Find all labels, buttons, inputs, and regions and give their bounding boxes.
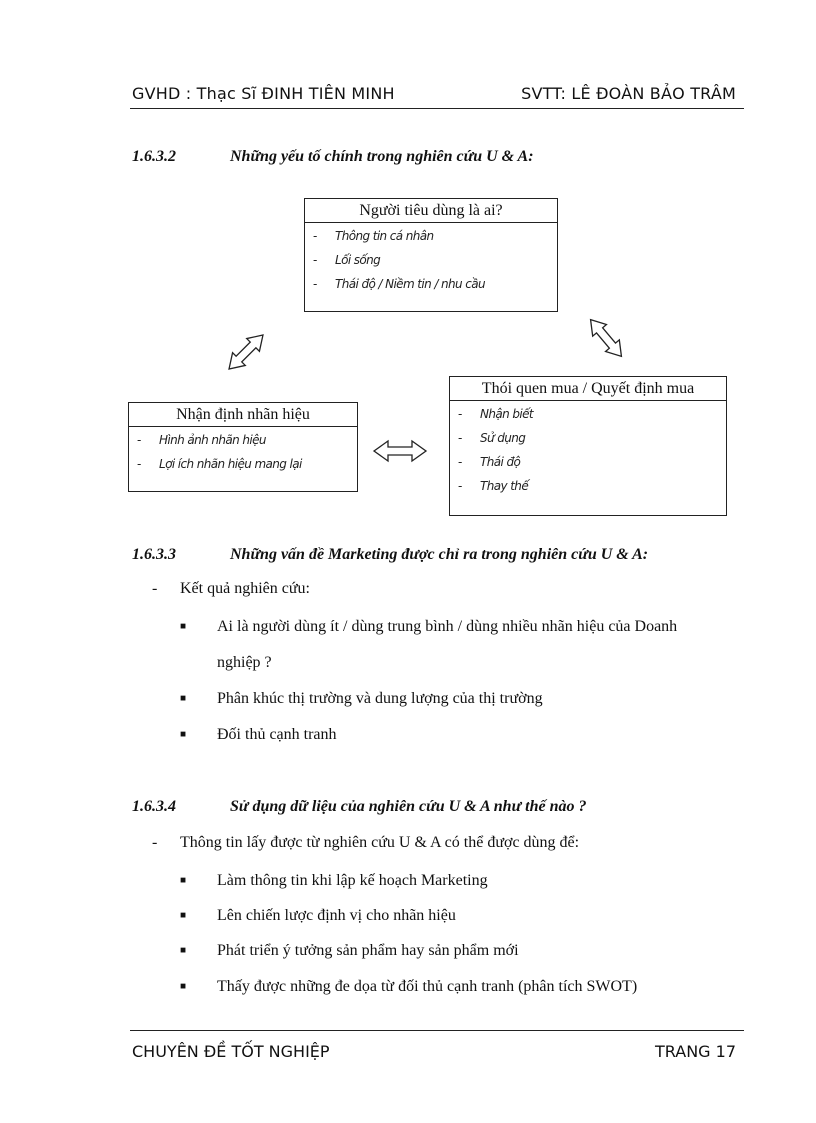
list-item: - Thay thế <box>458 479 529 493</box>
bullet-continuation: nghiệp ? <box>217 654 272 671</box>
bullet-item: ■ Làm thông tin khi lập kế hoạch Marketing <box>180 872 488 889</box>
list-item: - Thái độ <box>458 455 521 469</box>
bullet-item: ■ Phân khúc thị trường và dung lượng của thị trường <box>180 690 543 707</box>
box-brand-title: Nhận định nhãn hiệu <box>129 403 357 427</box>
double-arrow-icon <box>584 314 629 362</box>
footer-page-number: TRANG 17 <box>655 1042 736 1061</box>
section-title: Những vấn đề Marketing được chỉ ra trong nghiên cứu U & A: <box>230 546 649 563</box>
list-item: - Hình ảnh nhãn hiệu <box>137 433 266 447</box>
list-item: - Thông tin cá nhân <box>313 229 434 243</box>
box-consumer-title: Người tiêu dùng là ai? <box>305 199 557 223</box>
list-item: - Lợi ích nhãn hiệu mang lại <box>137 457 302 471</box>
section-title: Những yếu tố chính trong nghiên cứu U & A: <box>230 148 534 165</box>
bullet-item: ■ Phát triển ý tưởng sản phẩm hay sản phẩm mới <box>180 942 519 959</box>
section-number: 1.6.3.3 <box>132 546 176 563</box>
dash-item: - Kết quả nghiên cứu: <box>152 580 310 597</box>
list-item: - Sử dụng <box>458 431 526 445</box>
section-number: 1.6.3.2 <box>132 148 176 165</box>
list-item: - Thái độ / Niềm tin / nhu cầu <box>313 277 485 291</box>
bullet-item: ■ Đối thủ cạnh tranh <box>180 726 337 743</box>
footer-left: CHUYÊN ĐỀ TỐT NGHIỆP <box>132 1042 330 1061</box>
bullet-item: ■ Thấy được những đe dọa từ đối thủ cạnh tranh (phân tích SWOT) <box>180 978 638 995</box>
box-purchase-title: Thói quen mua / Quyết định mua <box>450 377 726 401</box>
section-title: Sử dụng dữ liệu của nghiên cứu U & A như thế nào ? <box>230 798 587 815</box>
double-arrow-icon <box>223 329 270 376</box>
double-arrow-icon <box>374 441 426 461</box>
section-number: 1.6.3.4 <box>132 798 176 815</box>
list-item: - Nhận biết <box>458 407 533 421</box>
bullet-item: ■ Lên chiến lược định vị cho nhãn hiệu <box>180 907 456 924</box>
header-right: SVTT: LÊ ĐOÀN BẢO TRÂM <box>521 84 736 103</box>
dash-item: - Thông tin lấy được từ nghiên cứu U & A có thể được dùng để: <box>152 834 580 851</box>
header-left: GVHD : Thạc Sĩ ĐINH TIÊN MINH <box>132 84 395 103</box>
list-item: - Lối sống <box>313 253 381 267</box>
footer-rule <box>130 1030 744 1031</box>
section-1634-heading <box>132 798 587 816</box>
bullet-item: ■ Ai là người dùng ít / dùng trung bình / dùng nhiều nhãn hiệu của Doanh <box>180 618 678 635</box>
section-1633-heading <box>132 546 648 564</box>
